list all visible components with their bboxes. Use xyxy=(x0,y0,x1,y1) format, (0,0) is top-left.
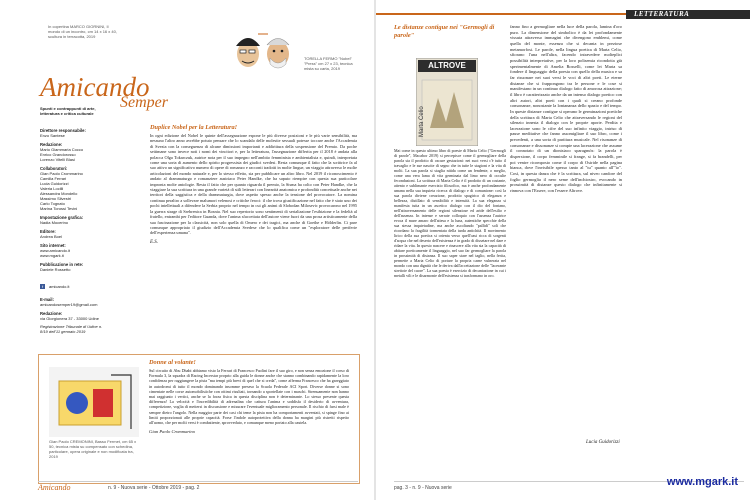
footer-info: pag. 3 - n. 9 - Nuova serie xyxy=(394,485,452,491)
facebook-label: amicando.it xyxy=(49,284,70,289)
staff-entry xyxy=(40,229,110,239)
staff-value: Nadia Mocerino xyxy=(40,220,69,225)
staff-entry xyxy=(40,262,110,272)
article-column-1 xyxy=(394,24,506,40)
staff-sidebar xyxy=(40,124,110,334)
staff-entry xyxy=(40,311,110,321)
staff-label: Sito internet: xyxy=(40,243,66,248)
staff-entry xyxy=(40,215,110,225)
staff-entry xyxy=(40,324,110,334)
article-signature: Lucia Guidorizzi xyxy=(586,440,620,445)
right-page xyxy=(376,0,750,500)
book-author: Marta Celio xyxy=(419,106,425,137)
cartoon-caption: TORELLA FERMO "Nobel" "Press" cm 27 x 23, tecnica mista su carta, 2019 xyxy=(304,56,353,71)
book-brand: ALTROVE xyxy=(428,61,466,70)
staff-entry xyxy=(40,128,110,138)
left-footer-bar xyxy=(38,481,358,494)
cartoon-illustration xyxy=(228,28,300,72)
staff-label: Redazione: xyxy=(40,142,63,147)
staff-value: Enzo Santese xyxy=(40,133,65,138)
footer-info: n. 9 - Nuova serie - Ottobre 2019 - pag. 2 xyxy=(108,485,200,491)
staff-label: Editore: xyxy=(40,229,56,234)
racing-title: Donne al volante! xyxy=(149,359,196,366)
staff-label: E-mail: xyxy=(40,297,54,302)
cover-note: In copertina MARCO GIORNINI, Il mondo di un incontro, cm 14 x 16 x 40, scultura in terracotta, 2019 xyxy=(48,24,117,39)
staff-label: Pubblicazione in rete: xyxy=(40,262,84,267)
artwork-image xyxy=(49,367,139,437)
magazine-subtitle: Semper xyxy=(120,94,168,111)
article-text-col2: fanno fino a germogliare nella luce della parola, lamina d'oro puro. La dimensione del simbolico è da lei profondamente vissuta attraverso immagini che divengono emblemi, come quella del monte, essenza che si decanta in preziose metamorfosi. Le parole, nella lingua poetica di Marta Celio, sfiorano l'una nell'altra, facendo intravedere molteplici possibilità interpretative, per la loro polisemia ricondotta già sperimentalmente di Amelia Rosselli, come lei Marta sa fondere il linguaggio della poesia con quello della musica e sa far risuonare nei suoi versi le voci di altri poeti. Le eterne distanze che si frappongono tra le persone e le cose si manifestano in un continuo dialogo fatto di amorosa attrazione; il libro è caratterizzato anche da un intenso dialogo poetico con altri autori, altri poeti con i quali si creano profonde consonanze, nonostante la lontananza dello spazio e del tempo. In queste distanze contigue si operano le germinazioni poetiche della scrittura di Marta Celio che attraversando le regioni del silenzio innesta il dialogo con le proprie aporie. Perdita e lacerazione sono le cifre del suo infinito viaggio, intriso di pause meditative che fanno assomigliare il suo libro, come i precedenti, a una sorta di partitura musicale. Nel risonanze di consonanze e dissonanze si compie una lacerazione che assume il connotato di un dionisiaco sparagmós: la parola è dispersione, il corpo femminile si frange, si fa brandelli, per poi venire ricomposto come il corpo di Osiride nella pagina bianca, dove l'invisibile spesso tanto al "tu" quanto all'"io". Così, in questa danza che è la scrittura, sul niveo candore del foglio germoglia il nero seme dell'inchiostro, evocando in prossimità di distanze questo dialogo che infinitamente si rinnova con l'Essere, con l'essere Altrove. xyxy=(510,24,622,194)
staff-entry xyxy=(40,142,110,162)
magazine-tagline: Spunti e contrappunti di arte, letteratura e critica culturale xyxy=(40,106,96,116)
staff-value: Gian Paolo Crommarino Camilla Ferrari Lucia Guidorizzi Valeria Locilli Alessandra Mondello Massimo Silvestri Carlo Tognato Marina Torossi Tevini xyxy=(40,171,83,211)
editorial-signature: E.S. xyxy=(150,239,159,245)
website-watermark[interactable]: www.mgark.it xyxy=(666,476,738,488)
article-text-col1: Mai come in questo ultimo libro di poesie di Marta Celio ("Germogli di parole", Macabor 2019) si percepisce come il germogliare della parola sia il prodotto di oscure gestazioni: nei suoi versi c'è tutto il travaglio e le sue nascite di segno che in tutte le stagioni e la vita di molti. La sua parola si staglia nitida come un fendente, o meglio, come una vera lama di vita germinata dal limo nero di occulte fecondazioni. La scrittura di Marta Celio è il prodotto di un costante, attento e sublimante esercizio filosofico, ma è anche profondamente umana nella sua inquieta ricerca di dialogo e di comunione: così la sua parola diviene creazione, prodotto spagirico di eleganza e bellezza, distillato di sensibilità e intensità. La sua eleganza si manifesta tutta in un ascetico dialogo con il dio del fontano, nell'attraversamento delle regioni silenziose ed aride dell'esilio e dell'assenza. In intense e serrate colloquio con l'assenza l'autrice evoca il mare amaro dell'attesa e la luna, autentiche specchie della sua stessa inquietudine, ma anche ascoltando "pallidi" soli che ricordano la fragilità tormentata della tarda antichità. Il movimento lirico della sua poetica si orienta verso quell'oasi ricca di sorgenti d'acqua che nel deserto dell'esistenza è in grado di dissetare nel dare e ridare la vita. In questo nascere e rinascere alla vita sta la capacità di abitare poeticamente il linguaggio, nel suo far germogliare la parola in prossimità di distanza. Il suo saper stare nel taglio, nella ferita, permette a Marta Celio di portare la propria carne vulnerata nel mondo con una dignità che le deriva dall'accettazione delle "lacerante strettoie del cuore". La sua poesia è esercizio di decantazione in cui i metalli vili e le disarmonie dell'esistenza si trasformano in oro. xyxy=(394,148,506,278)
registration-note: Registrazione Tribunale di Udine n. 8/19 dell'11 gennaio 2019 xyxy=(40,324,103,334)
facebook-icon: f xyxy=(41,284,44,289)
staff-label: Impostazione grafica: xyxy=(40,215,84,220)
editorial-body: In ogni edizione del Nobel le quinte dell'assegnazione espone le più diverse posizioni e le più varie sensibilità, ma nessuno l'altro anno avrebbe potuto pensare che lo scandalo delle molestie sessuali potesse toccare anche l'Accademia di Svezia con la conseguenza di alcune dimissioni importanti e addirittura della sospensione del Premio. Da poche settimane sono invece noti i nomi dei vincitori e, per la letteratura, l'assegnazione differita per il 2018 è andata alla polacca Olga Tokarczuk, autrice nota per il suo impegno nell'ambito femminista e ambientalista e, quindi, interpretata come una sorta di aumento dello spirito progressista dei giudici svedesi. Resta comunque il fatto che la scrittrice fa al suo attivo un significativo numero di opere di romanzo e racconti tradotti in molte lingue, un viaggio attraverso le molte articolazioni del mondo naturale e, per lo stesso effetto, sia per pubblicare un altro libro. Nel 2019 il riconoscimento è andato al drammaturgo e romanziere austriaco Peter Handke, che ha saputo riempire con questa sua particolare impronta molte antologie. Resta il fatto che per quanto riguarda il premio, la Sisma ha colto con Peter Handke, che la viaggiare la sua scrittura in una grande varietà di stili letterari con linearità anatomica e profondità concettuale anche nei territori della saggistica e della drammaturgia, dove aspetto spesso anche la tensione del provocatore. La nomina continua peraltro a sollevare malumori velenosi e critiche feroci: il che trova giustificazione nel fatto che è stato uno dei pochi intellettuali a difendere la Serbia proprio nel tempo in cui gli animi di Slobodan Milosevic provocarono nel 1995 la guerra strage di Srebrenica in Bosnia. Nel suo repertorio sono sentimenti di serialiazione l'esibizione e la fedeltà al fratello, entrambi per l'editore Guanda, dove l'anima sfaccettata dell'autore viene fuori da una prosa artisticamente della sua fascinazione per la classicità, non solo quella di Omero e dei tragici, ma anche di Goethe e Hölderlin. Ci pare comunque appropriato il giudizio dell'Accademia Svedese che lo qualifica come un "esploratore delle periferie dell'esperienza umana". xyxy=(150,133,357,236)
staff-value: Andrea Boel xyxy=(40,234,63,239)
book-cover xyxy=(416,58,478,146)
lower-box xyxy=(38,354,360,484)
editorial-title: Duplice Nobel per la Letteratura! xyxy=(150,124,238,131)
footer-logo: Amicando xyxy=(38,483,71,492)
staff-value: via Giorgionera 37 - 33000 Udine xyxy=(40,316,99,321)
section-label: LETTERATURA xyxy=(634,10,690,18)
email-link[interactable]: amicandosemper19@gmail.com xyxy=(40,302,98,307)
website-links[interactable]: www.amicando.it www.mgark.it xyxy=(40,248,71,258)
racing-body: Sul circuito di Abu Dhabi abbiamo visto la Ferrari di Francesco Paolini fare il suo giro, e non senza emozione il corso di Formula 3, la squadra di Racing Incerstar proprio alla guida le donne anche che stanno combinando rapidamente la loro confidenza per raggiungere la pista "ma tempi più brevi di quel che si creda", come afferma Francesco che ha gareggiato in autodromi di tutto il mondo dominando insomme preseso la Scuola Federale ACI Sport. Diverse donne si sono cimentate nelle corse automobilistiche con ottimi risultati, tornando a sportellate con i maschi. Strenuamente non hanno mai raggiunto i vertici, anche se la forza fisica in questa disciplina non è determinante. Lo stesso presente questa differenza! La velocità e l'incredibilità di adrenalina che cattura l'anima e soddisfa il desiderio di avventura, competizione, voglia di mettersi in discussione e misurare l'eventuale miglioramento personale. Il rischio di farsi male è sempre dietro l'angolo. Nella maggior parte dei casi chi teme la pista non ha comportamenti avventati, si spinge fino ai limiti proporzionati alle proprie capacità. Forse l'indole autoprotettiva della donna ha margini più ristretti rispetto all'uomo, che per molti versi è combattente, sprovveduto, e comunque meno portato alla cautela. xyxy=(149,368,349,426)
staff-entry xyxy=(40,243,110,258)
magazine-title: Amicando xyxy=(40,72,150,102)
staff-value: Daniele Rossetto xyxy=(40,267,71,272)
article-title: Le distanze contigue nei "Germogli di parole" xyxy=(394,24,495,39)
right-footer-bar xyxy=(394,476,744,494)
editorial-article xyxy=(150,124,357,245)
artwork-caption: Gian Paolo CREMONINI, Basso Fermet, cm 65 x 50, tecnica mista su compensato con schedina, particolare, opera originale e non modificata tra, 2019 xyxy=(49,439,137,459)
staff-entry xyxy=(40,166,110,211)
facebook-entry[interactable] xyxy=(40,275,110,293)
section-banner xyxy=(376,10,750,19)
left-page xyxy=(0,0,374,500)
staff-label: Redazione: xyxy=(40,311,63,316)
staff-label: Collaboratori: xyxy=(40,166,68,171)
staff-entry xyxy=(40,297,110,307)
staff-label: Direttore responsabile: xyxy=(40,128,86,133)
staff-value: Mario Giammaria Cocco Enrico Grandorosso Lorenzo Vitelli Blasi xyxy=(40,147,84,162)
racing-article xyxy=(149,359,349,434)
racing-signature: Gian Paolo Crommarino xyxy=(149,429,196,435)
